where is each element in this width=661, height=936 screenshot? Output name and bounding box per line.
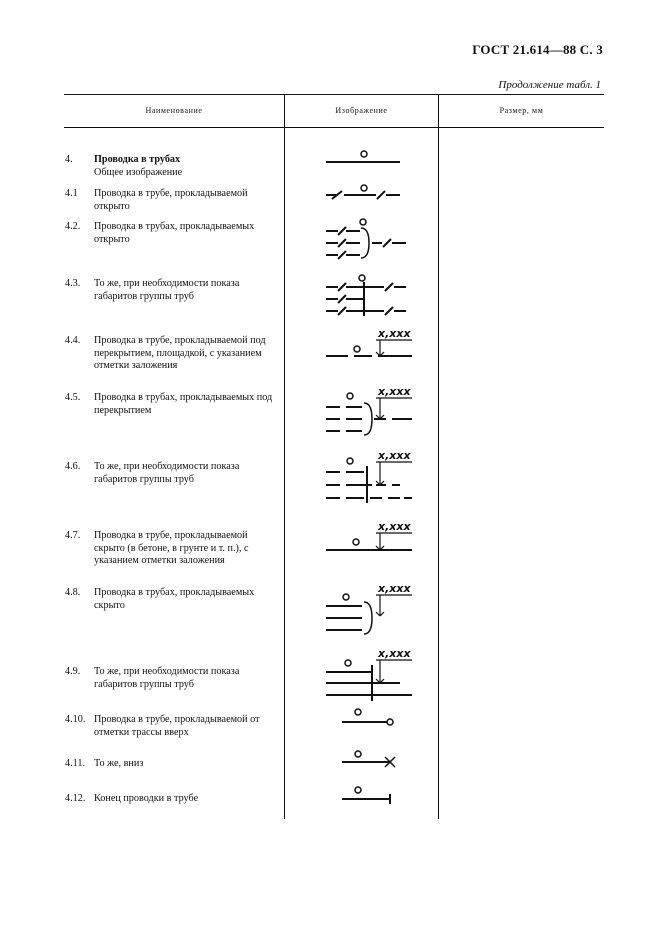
row-text: Общее изображение	[94, 166, 183, 178]
table-header-rule	[64, 127, 604, 128]
row-number: 4.10.	[65, 714, 86, 725]
row-description: Проводка в трубе, прокладываемой под перекрытием, площадкой, с указанием отметки заложения	[94, 335, 266, 372]
symbol-pipes-open	[320, 217, 420, 267]
symbol-pipes-concealed	[320, 580, 420, 640]
row-number: 4.4.	[65, 335, 81, 346]
symbol-pipe-upward	[320, 707, 410, 731]
symbol-pipes-under-ceiling	[320, 383, 420, 438]
elevation-mark: x,xxx	[378, 647, 411, 660]
symbol-pipes-under-ceiling-group	[320, 447, 420, 507]
row-description: Проводка в трубе, прокладываемой открыто	[94, 188, 248, 212]
elevation-mark: x,xxx	[378, 449, 411, 462]
symbol-pipe-concealed	[320, 518, 420, 558]
page-header: ГОСТ 21.614—88 С. 3	[472, 42, 603, 57]
table-continuation-note: Продолжение табл. 1	[498, 79, 601, 91]
elevation-mark: x,xxx	[378, 520, 411, 533]
row-description: Проводка в трубах, прокладываемых скрыто	[94, 587, 255, 611]
column-header-size: Размер, мм	[499, 106, 544, 115]
row-number: 4.2.	[65, 221, 81, 232]
row-number: 4.11.	[65, 758, 85, 769]
row-number: 4.6.	[65, 461, 81, 472]
row-description: То же, при необходимости показа габаритов группы труб	[94, 461, 240, 485]
row-description: Проводка в трубе, прокладываемой скрыто (в бетоне, в грунте и т. п.), с указанием отметки заложения	[94, 530, 249, 567]
row-number: 4.9.	[65, 666, 81, 677]
elevation-mark: x,xxx	[378, 582, 411, 595]
row-description: Проводка в трубе, прокладываемой от отметки трассы вверх	[94, 714, 260, 738]
row-description	[94, 154, 280, 179]
symbol-pipe-under-ceiling	[320, 325, 420, 365]
symbol-pipe-general	[320, 148, 410, 168]
column-header-name: Наименование	[145, 106, 203, 115]
row-number: 4.7.	[65, 530, 81, 541]
symbol-pipe-downward	[320, 749, 410, 773]
table-top-rule	[64, 94, 604, 95]
row-number: 4.5.	[65, 392, 81, 403]
column-header-image: Изображение	[335, 106, 388, 115]
symbol-pipe-end	[320, 785, 410, 809]
column-divider-2	[438, 94, 439, 819]
row-number: 4.12.	[65, 793, 86, 804]
row-description: То же, при необходимости показа габаритов группы труб	[94, 666, 240, 690]
elevation-mark: x,xxx	[378, 327, 411, 340]
row-description: То же, при необходимости показа габаритов группы труб	[94, 278, 240, 302]
row-description: Конец проводки в трубе	[94, 793, 199, 804]
row-description: Проводка в трубах, прокладываемых под перекрытием	[94, 392, 273, 416]
symbol-pipes-open-group	[320, 273, 420, 323]
elevation-mark: x,xxx	[378, 385, 411, 398]
row-number: 4.3.	[65, 278, 81, 289]
row-number: 4.1	[65, 188, 78, 199]
row-number: 4.8.	[65, 587, 81, 598]
column-divider-1	[284, 94, 285, 819]
row-number: 4.	[65, 154, 73, 165]
row-description: Проводка в трубах, прокладываемых открыто	[94, 221, 255, 245]
symbol-pipe-open	[320, 182, 410, 202]
row-title: Проводка в трубах	[94, 154, 181, 165]
row-description: То же, вниз	[94, 758, 144, 769]
symbol-pipes-concealed-group	[320, 645, 420, 705]
